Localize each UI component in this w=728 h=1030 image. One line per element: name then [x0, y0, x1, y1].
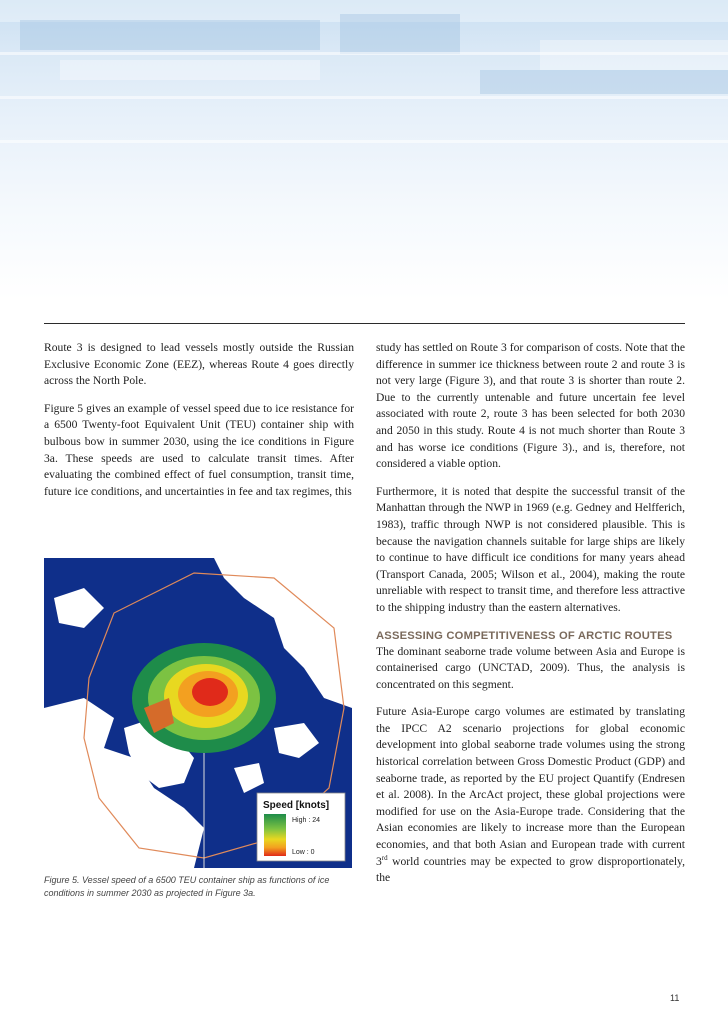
- legend-title: Speed [knots]: [263, 800, 330, 811]
- figure-caption: Figure 5. Vessel speed of a 6500 TEU container ship as functions of ice conditions in summer 2030 as projected in Figure 3a.: [44, 875, 330, 898]
- header-banner: [0, 0, 728, 300]
- paragraph: Furthermore, it is noted that despite the successful transit of the Manhattan through the NWP in 1969 (e.g. Gedney and Helfferich, 1983), traffic through NWP is not considered plausible. This is because the navigation channels suitable for large ships are likely to continue to have difficult ice conditions for many years ahead (Transport Canada, 2005; Wilson et al., 2004), making the route unreliable with respect to transit time, and therefore less attractive to the shipping industry than the eastern alternatives.: [376, 484, 685, 614]
- paragraph: [376, 704, 685, 887]
- section-heading: ASSESSING COMPETITIVENESS OF ARCTIC ROUTES: [376, 629, 673, 642]
- section-divider: [44, 323, 685, 324]
- speed-legend: [257, 793, 345, 861]
- map-graphic: [44, 558, 352, 868]
- arctic-speed-map: [44, 558, 352, 868]
- superscript: rd: [381, 853, 388, 862]
- left-column: [44, 340, 354, 511]
- paragraph-text: world countries may be expected to grow disproportionately, the: [376, 854, 685, 885]
- paragraph-text: Future Asia-Europe cargo volumes are estimated by translating the IPCC A2 scenario projections for global economic development into global seaborne trade volumes using the strong historical correlation between Gross Domestic Product (GDP) and seaborne trade, as reported by the EU project Quantify (Endresen et al. 2008). In the ArcAct project, these global projections were modified for use on the Asia-Europe trade. Considering that the Asian economies are likely to increase more than the European economies, and that both Asian and European trade with current 3: [376, 705, 685, 868]
- legend-high: High : 24: [292, 817, 321, 824]
- right-column: [376, 340, 685, 898]
- speed-low-zone: [192, 678, 228, 706]
- paragraph: study has settled on Route 3 for comparison of costs. Note that the difference in summer ice thickness between route 2 and route 3 is not very large (Figure 3), and that route 3 is shorter than route 2. Due to the currently untenable and future uncertain fee level associated with route 2, route 3 has been selected for both 2030 and 2050 in this study. Route 4 is not much shorter than Route 3 and has worse ice conditions (Figure 3)., and is, therefore, not considered a viable option.: [376, 341, 685, 471]
- page-number: 11: [670, 993, 680, 1003]
- paragraph: The dominant seaborne trade volume between Asia and Europe is containerised cargo (UNCTAD, 2009). Thus, the analysis is concentrated on this segment.: [376, 644, 685, 691]
- paragraph: Route 3 is designed to lead vessels mostly outside the Russian Exclusive Economic Zone (EEZ), whereas Route 4 goes directly across the North Pole.: [44, 341, 354, 388]
- legend-low: Low : 0: [292, 849, 315, 856]
- paragraph: Figure 5 gives an example of vessel speed due to ice resistance for a 6500 Twenty-foot Equivalent Unit (TEU) container ship with bulbous bow in summer 2030, using the ice conditions in Figure 3a. These speeds are used to calculate transit times. After evaluating the combined effect of fuel consumption, transit time, future ice conditions, and uncertainties in fee and tax regimes, this: [44, 401, 354, 498]
